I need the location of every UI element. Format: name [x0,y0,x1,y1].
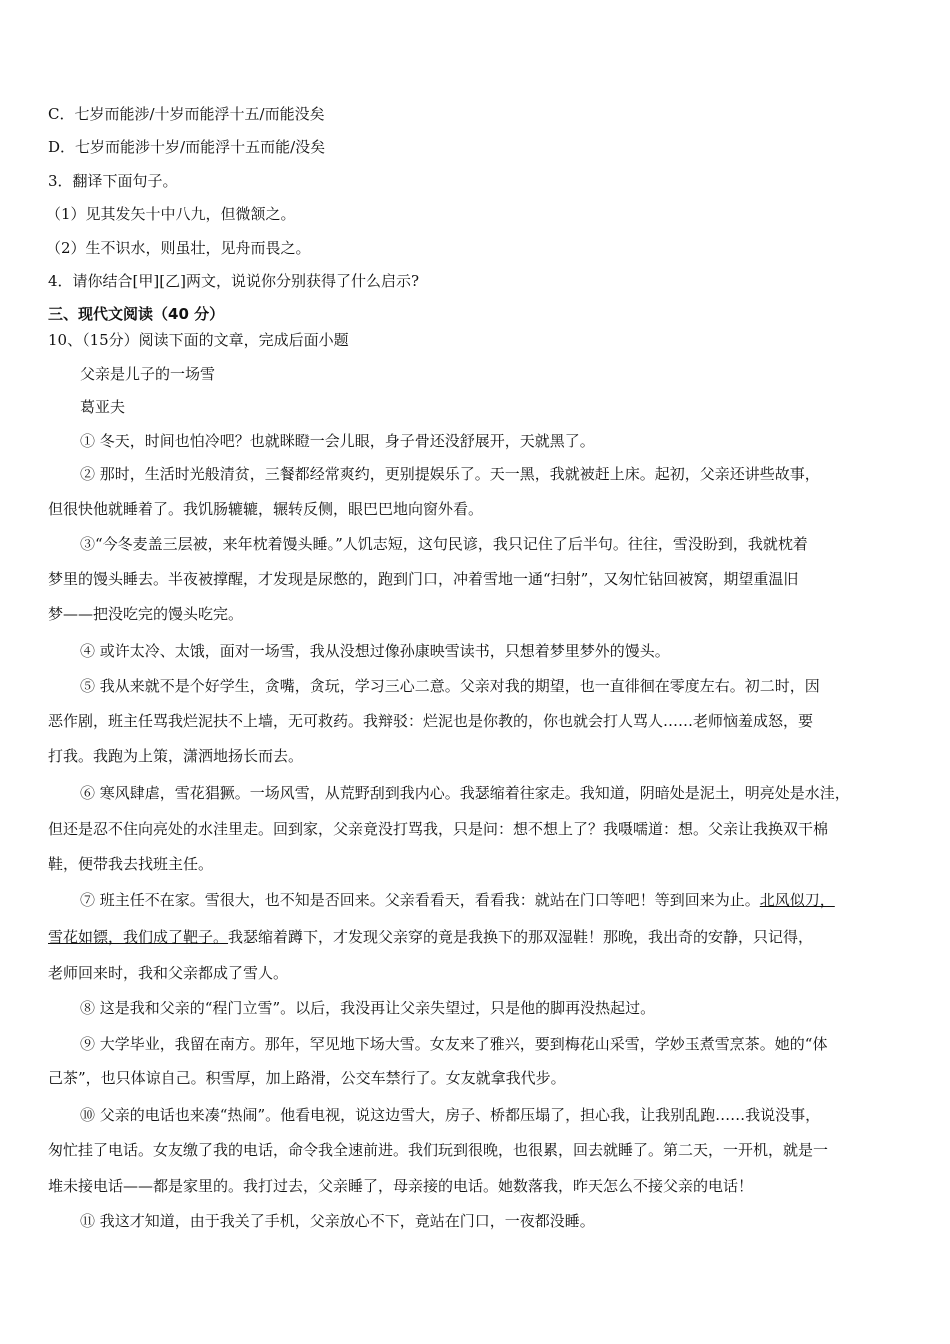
question-3-sentence-1: （1）见其发矢十中八九，但微颔之。 [46,205,296,223]
paragraph-1: ① 冬天，时间也怕冷吧？也就眯瞪一会儿眼，身子骨还没舒展开，天就黑了。 [80,432,595,450]
paragraph-9-line-2: 己茶”，也只体谅自己。积雪厚，加上路滑，公交车禁行了。女友就拿我代步。 [48,1069,566,1087]
paragraph-5-line-1: ⑤ 我从来就不是个好学生，贪嘴，贪玩，学习三心二意。父亲对我的期望，也一直徘徊在零度左右。初二时，因 [80,677,820,695]
paragraph-11: ⑪ 我这才知道，由于我关了手机，父亲放心不下，竟站在门口，一夜都没睡。 [80,1212,595,1230]
paragraph-10-line-1: ⑩ 父亲的电话也来凑“热闹”。他看电视，说这边雪大，房子、桥都压塌了，担心我，让我别乱跑……我说没事， [80,1106,821,1124]
underlined-phrase: 北风似刀， [759,891,835,909]
paragraph-8: ⑧ 这是我和父亲的“程门立雪”。以后，我没再让父亲失望过，只是他的脚再没热起过。 [80,999,656,1017]
paragraph-5-line-3: 打我。我跑为上策，潇洒地扬长而去。 [48,747,304,765]
paragraph-6-line-2: 但还是忍不住向亮处的水洼里走。回到家，父亲竟没打骂我，只是问：想不想上了？我嗫嚅道：想。父亲让我换双干棉 [48,820,829,838]
paragraph-7-line-1 [80,889,835,911]
section-heading: 三、现代文阅读（40 分） [48,305,225,323]
paragraph-5-line-2: 恶作剧，班主任骂我烂泥扶不上墙，无可救药。我辩驳：烂泥也是你教的，你也就会打人骂人……老师恼羞成怒，要 [48,712,814,730]
question-10-intro: 10、（15分）阅读下面的文章，完成后面小题 [48,331,349,349]
paragraph-10-line-2: 匆忙挂了电话。女友缴了我的电话，命令我全速前进。我们玩到很晚，也很累，回去就睡了。第二天，一开机，就是一 [48,1141,829,1159]
paragraph-10-line-3: 堆未接电话——都是家里的。我打过去，父亲睡了，母亲接的电话。她数落我，昨天怎么不接父亲的电话！ [48,1177,754,1195]
paragraph-2-line-2: 但很快他就睡着了。我饥肠辘辘，辗转反侧，眼巴巴地向窗外看。 [48,500,484,518]
paragraph-7-line-3: 老师回来时，我和父亲都成了雪人。 [48,964,289,982]
paragraph-3-line-1: ③“今冬麦盖三层被，来年枕着馒头睡。”人饥志短，这句民谚，我只记住了后半句。往往，雪没盼到，我就枕着 [80,535,808,553]
paragraph-3-line-2: 梦里的馒头睡去。半夜被撑醒，才发现是尿憋的，跑到门口，冲着雪地一通“扫射”，又匆忙钻回被窝，期望重温旧 [48,570,799,588]
paragraph-7-text: ⑦ 班主任不在家。雪很大，也不知是否回来。父亲看看天，看看我：就站在门口等吧！等到回来为止。 [80,891,760,909]
article-author: 葛亚夫 [80,398,126,416]
paragraph-9-line-1: ⑨ 大学毕业，我留在南方。那年，罕见地下场大雪。女友来了雅兴，要到梅花山采雪，学妙玉煮雪烹茶。她的“体 [80,1035,828,1053]
paragraph-6-line-3: 鞋，便带我去找班主任。 [48,855,214,873]
paragraph-6-line-1: ⑥ 寒风肆虐，雪花猖獗。一场风雪，从荒野刮到我内心。我瑟缩着往家走。我知道，阴暗处是泥土，明亮处是水洼， [80,784,850,802]
paragraph-3-line-3: 梦——把没吃完的馒头吃完。 [48,605,244,623]
paragraph-2-line-1: ② 那时，生活时光般清贫，三餐都经常爽约，更别提娱乐了。天一黑，我就被赶上床。起初，父亲还讲些故事， [80,465,820,483]
question-3-sentence-2: （2）生不识水，则虽壮，见舟而畏之。 [46,239,311,257]
question-3-prompt: 3．翻译下面句子。 [48,172,178,190]
question-4: 4．请你结合[甲][乙]两文，说说你分别获得了什么启示? [48,272,419,290]
option-c: C．七岁而能涉/十岁而能浮十五/而能没矣 [48,105,325,123]
paragraph-4: ④ 或许太冷、太饿，面对一场雪，我从没想过像孙康映雪读书，只想着梦里梦外的馒头。 [80,642,670,660]
paragraph-7-line-2 [48,926,906,948]
underlined-phrase: 雪花如镖，我们成了靶子。 [48,928,229,946]
paragraph-7-text: 我瑟缩着蹲下，才发现父亲穿的竟是我换下的那双湿鞋！那晚，我出奇的安静，只记得， [228,928,814,946]
option-d: D．七岁而能涉十岁/而能浮十五而能/没矣 [48,138,326,156]
article-title: 父亲是儿子的一场雪 [80,365,216,383]
